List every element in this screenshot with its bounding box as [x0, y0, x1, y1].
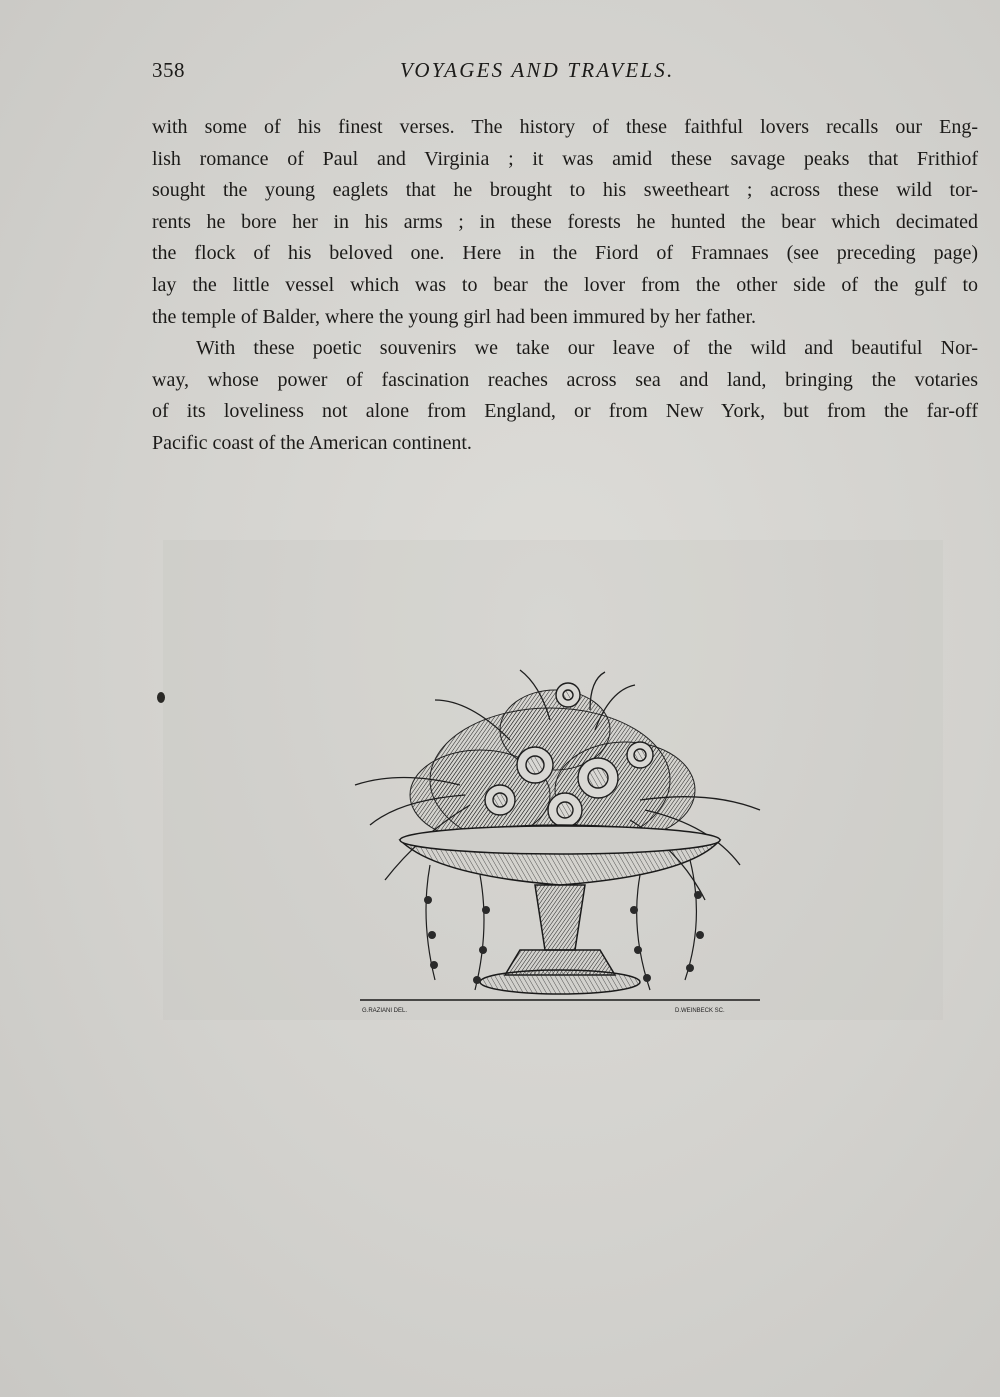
- text-line: lish romance of Paul and Virginia ; it was amid these savage peaks that Frithiof: [152, 147, 978, 170]
- text-line: Pacific coast of the American continent.: [152, 431, 472, 454]
- text-line: sought the young eaglets that he brought to his sweetheart ; across these wild tor-: [152, 179, 978, 202]
- body-text: [152, 112, 978, 460]
- text-line: the temple of Balder, where the young girl had been immured by her father.: [152, 305, 756, 328]
- text-line: of its loveliness not alone from England, or from New York, but from the far-off: [152, 400, 978, 423]
- urn-bowl: [400, 825, 720, 885]
- ink-speck: [157, 692, 165, 703]
- running-head: VOYAGES AND TRAVELS.: [400, 58, 675, 82]
- artist-signature: G.RAZIANI DEL.: [362, 1008, 408, 1014]
- flower-urn-engraving: [340, 660, 780, 1020]
- urn-pedestal: [480, 885, 640, 994]
- text-line: With these poetic souvenirs we take our leave of the wild and beautiful Nor-: [196, 337, 978, 360]
- text-line: with some of his finest verses. The history of these faithful lovers recalls our Eng-: [152, 116, 978, 138]
- text-line: the flock of his beloved one. Here in the Fiord of Framnaes (see preceding page): [152, 242, 978, 265]
- text-line: way, whose power of fascination reaches across sea and land, bringing the votaries: [152, 368, 978, 391]
- page-header: [150, 58, 980, 88]
- engraver-signature: D.WEINBECK SC.: [675, 1008, 725, 1014]
- text-line: lay the little vessel which was to bear the lover from the other side of the gulf to: [152, 273, 978, 296]
- page-number: 358: [152, 58, 185, 82]
- text-line: rents he bore her in his arms ; in these forests he hunted the bear which decimated: [152, 210, 978, 233]
